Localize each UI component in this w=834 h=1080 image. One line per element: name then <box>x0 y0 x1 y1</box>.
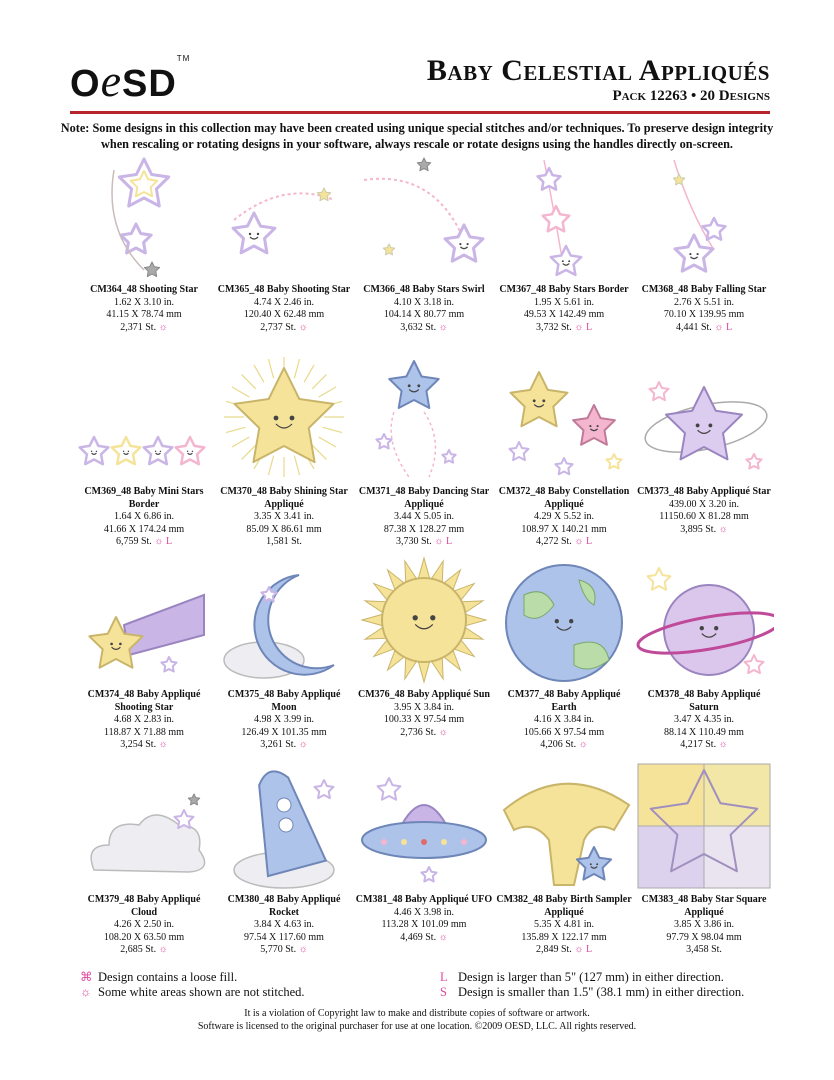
design-stitch-count <box>214 944 354 957</box>
design-item-cm364 <box>74 150 214 334</box>
design-stitch-count <box>354 932 494 945</box>
design-name: CM368_48 Baby Falling Star <box>641 284 767 295</box>
design-flags: ☼ <box>718 739 728 750</box>
design-size-mm: 97.79 X 98.04 mm <box>666 931 742 943</box>
design-size-mm: 70.10 X 139.95 mm <box>663 309 745 320</box>
ufo-icon <box>354 760 494 890</box>
design-stitch-count <box>494 739 634 752</box>
design-size-inches: 2.76 X 5.51 in. <box>674 296 734 308</box>
saturn-icon <box>634 555 774 685</box>
design-thumbnail <box>74 760 214 890</box>
design-size-mm: 135.89 X 122.17 mm <box>521 931 607 943</box>
rocket-icon <box>214 760 354 890</box>
design-name: CM366_48 Baby Stars Swirl <box>363 284 485 295</box>
design-item-cm381 <box>354 760 494 944</box>
stars-border-vertical-icon <box>494 150 634 280</box>
design-flags: ☼ L <box>154 536 173 547</box>
design-thumbnail <box>354 760 494 890</box>
legend-white-areas: ☼ Some white areas shown are not stitched. <box>80 985 305 999</box>
design-name: CM378_48 Baby Appliqué Saturn <box>647 689 761 713</box>
design-size-mm: 108.97 X 140.21 mm <box>521 523 607 535</box>
earth-icon <box>494 555 634 685</box>
legend-small: S Design is smaller than 1.5" (38.1 mm) in either direction. <box>440 985 745 999</box>
design-name: CM364_48 Shooting Star <box>90 284 198 295</box>
mini-stars-border-icon <box>74 352 214 482</box>
design-item-cm383 <box>634 760 774 957</box>
design-name: CM376_48 Baby Appliqué Sun <box>358 689 490 700</box>
design-item-cm379 <box>74 760 214 957</box>
design-size-mm: 85.09 X 86.61 mm <box>246 523 322 535</box>
design-size-inches: 439.00 X 3.20 in. <box>669 498 739 510</box>
design-size-inches: 1.62 X 3.10 in. <box>114 296 174 308</box>
applique-star-icon <box>634 352 774 482</box>
stitch-count: 3,458 St. <box>686 944 722 955</box>
design-stitch-count <box>214 322 354 335</box>
design-size-mm: 100.33 X 97.54 mm <box>383 714 465 725</box>
design-item-cm367 <box>494 150 634 334</box>
design-stitch-count <box>214 536 354 549</box>
design-size-mm: 113.28 X 101.09 mm <box>381 919 467 930</box>
shooting-star-vertical-icon <box>74 150 214 280</box>
design-size-mm: 49.53 X 142.49 mm <box>523 309 605 320</box>
design-name: CM367_48 Baby Stars Border <box>499 284 629 295</box>
design-name: CM382_48 Baby Birth Sampler Appliqué <box>496 894 632 918</box>
stitch-count: 2,736 St. <box>400 726 437 738</box>
design-item-cm374 <box>74 555 214 752</box>
design-thumbnail <box>634 760 774 890</box>
design-flags: ☼ L <box>434 536 453 547</box>
legend-large: L Design is larger than 5" (127 mm) in either direction. <box>440 970 724 984</box>
constellation-icon <box>494 352 634 482</box>
stitch-count: 3,254 St. <box>120 739 157 750</box>
design-name: CM373_48 Baby Appliqué Star <box>637 486 771 497</box>
stitch-count: 2,371 St. <box>120 321 157 333</box>
design-item-cm376 <box>354 555 494 739</box>
shining-star-icon <box>214 352 354 482</box>
design-stitch-count <box>634 524 774 537</box>
stitch-count: 5,770 St. <box>260 944 297 955</box>
dancing-star-icon <box>354 352 494 482</box>
birth-sampler-icon <box>494 760 634 890</box>
design-note: Note: Some designs in this collection may have been created using unique special stitches and/or techniques. To preserve design integrity when rescaling or rotating designs in your software, always rescale or rotate designs using the handles directly on-screen. <box>60 121 774 151</box>
design-size-mm: 118.87 X 71.88 mm <box>104 726 184 738</box>
design-name: CM371_48 Baby Dancing Star Appliqué <box>358 486 490 510</box>
design-flags: ☼ <box>158 944 168 955</box>
design-stitch-count <box>634 944 774 957</box>
design-stitch-count <box>74 536 214 549</box>
design-item-cm369 <box>74 352 214 549</box>
design-item-cm373 <box>634 352 774 536</box>
design-size-inches: 4.74 X 2.46 in. <box>254 296 314 308</box>
design-flags: ☼ L <box>574 536 593 547</box>
design-flags: ☼ <box>438 321 448 333</box>
legend-loose-fill: ⌘ Design contains a loose fill. <box>80 970 238 984</box>
stitch-count: 3,632 St. <box>400 321 437 333</box>
design-item-cm372 <box>494 352 634 549</box>
design-flags: ☼ L <box>574 321 593 333</box>
design-stitch-count <box>354 322 494 335</box>
design-flags: ☼ L <box>574 944 593 955</box>
design-flags: ☼ <box>158 739 168 750</box>
design-size-inches: 4.29 X 5.52 in. <box>534 511 594 522</box>
design-size-mm: 11150.60 X 81.28 mm <box>659 511 749 522</box>
design-thumbnail <box>354 555 494 685</box>
design-name: CM380_48 Baby Appliqué Rocket <box>227 894 341 918</box>
design-size-mm: 41.66 X 174.24 mm <box>103 523 185 535</box>
design-flags: ☼ <box>158 321 168 333</box>
design-flags: ☼ <box>438 931 448 943</box>
stitch-count: 4,217 St. <box>680 739 717 750</box>
design-thumbnail <box>494 150 634 280</box>
design-thumbnail <box>634 352 774 482</box>
page-subtitle: Pack 12263 • 20 Designs <box>612 88 770 104</box>
design-stitch-count <box>74 739 214 752</box>
design-name: CM379_48 Baby Appliqué Cloud <box>87 894 201 918</box>
design-stitch-count <box>634 322 774 335</box>
stitch-count: 3,732 St. <box>535 321 572 333</box>
design-name: CM374_48 Baby Appliqué Shooting Star <box>87 689 201 713</box>
design-thumbnail <box>354 150 494 280</box>
footer-line-1: It is a violation of Copyright law to make and distribute copies of software or artwork. <box>244 1008 590 1019</box>
design-thumbnail <box>74 352 214 482</box>
design-size-mm: 105.66 X 97.54 mm <box>523 726 605 738</box>
sun-icon <box>354 555 494 685</box>
stitch-count: 1,581 St. <box>266 536 302 547</box>
design-size-mm: 120.40 X 62.48 mm <box>243 309 325 320</box>
design-stitch-count <box>354 727 494 740</box>
moon-icon <box>214 555 354 685</box>
falling-star-icon <box>634 150 774 280</box>
design-thumbnail <box>214 150 354 280</box>
design-size-inches: 4.98 X 3.99 in. <box>254 714 314 725</box>
stitch-count: 2,849 St. <box>535 944 572 955</box>
stitch-count: 6,759 St. <box>115 536 152 547</box>
design-size-mm: 97.54 X 117.60 mm <box>244 931 324 943</box>
design-size-inches: 3.44 X 5.05 in. <box>394 511 454 522</box>
design-item-cm382 <box>494 760 634 957</box>
design-flags: ☼ <box>438 726 448 738</box>
stitch-count: 2,685 St. <box>120 944 157 955</box>
copyright-footer <box>0 1007 834 1033</box>
stitch-count: 3,895 St. <box>680 523 717 535</box>
footer-line-2: Software is licensed to the original purchaser for use at one location. ©2009 OESD, LLC. All rights reserved. <box>197 1021 637 1032</box>
design-size-inches: 4.16 X 3.84 in. <box>534 714 594 725</box>
stitch-count: 4,441 St. <box>675 321 712 333</box>
design-flags: ☼ <box>718 523 728 535</box>
design-size-mm: 41.15 X 78.74 mm <box>106 309 182 320</box>
design-size-mm: 88.14 X 110.49 mm <box>664 726 744 738</box>
design-size-inches: 5.35 X 4.81 in. <box>534 919 594 930</box>
design-size-inches: 3.85 X 3.86 in. <box>674 919 734 930</box>
design-flags: ☼ <box>578 739 588 750</box>
design-thumbnail <box>214 352 354 482</box>
design-stitch-count <box>494 536 634 549</box>
legend-right <box>440 970 744 1000</box>
design-thumbnail <box>494 352 634 482</box>
header-divider <box>70 111 770 114</box>
design-thumbnail <box>354 352 494 482</box>
design-flags: ☼ <box>298 739 308 750</box>
design-item-cm380 <box>214 760 354 957</box>
design-thumbnail <box>214 555 354 685</box>
design-flags: ☼ <box>298 321 308 333</box>
design-item-cm375 <box>214 555 354 752</box>
design-name: CM375_48 Baby Appliqué Moon <box>227 689 341 713</box>
design-thumbnail <box>494 760 634 890</box>
design-size-mm: 87.38 X 128.27 mm <box>383 523 465 535</box>
design-size-inches: 3.35 X 3.41 in. <box>254 511 314 522</box>
design-size-inches: 3.84 X 4.63 in. <box>254 919 314 930</box>
design-thumbnail <box>74 555 214 685</box>
stitch-count: 4,469 St. <box>400 931 437 943</box>
design-name: CM365_48 Baby Shooting Star <box>217 284 351 295</box>
shooting-star-icon <box>214 150 354 280</box>
design-stitch-count <box>74 322 214 335</box>
design-stitch-count <box>354 536 494 549</box>
design-size-inches: 1.95 X 5.61 in. <box>534 296 594 308</box>
design-item-cm378 <box>634 555 774 752</box>
design-item-cm370 <box>214 352 354 549</box>
design-thumbnail <box>634 150 774 280</box>
oesd-logo: OeSD™ <box>70 54 191 106</box>
design-size-mm: 108.20 X 63.50 mm <box>103 931 185 943</box>
design-size-mm: 104.14 X 80.77 mm <box>383 309 465 320</box>
design-name: CM377_48 Baby Appliqué Earth <box>507 689 621 713</box>
design-name: CM381_48 Baby Appliqué UFO <box>355 894 493 905</box>
stitch-count: 2,737 St. <box>260 321 297 333</box>
design-item-cm365 <box>214 150 354 334</box>
design-stitch-count <box>634 739 774 752</box>
page-header <box>70 50 770 110</box>
design-item-cm377 <box>494 555 634 752</box>
design-item-cm371 <box>354 352 494 549</box>
design-size-inches: 4.68 X 2.83 in. <box>114 714 174 725</box>
design-flags: ☼ <box>298 944 308 955</box>
stars-swirl-icon <box>354 150 494 280</box>
design-thumbnail <box>494 555 634 685</box>
design-thumbnail <box>74 150 214 280</box>
design-item-cm366 <box>354 150 494 334</box>
design-size-inches: 4.26 X 2.50 in. <box>114 919 174 930</box>
design-size-mm: 126.49 X 101.35 mm <box>241 726 327 738</box>
stitch-count: 4,272 St. <box>535 536 572 547</box>
design-flags: ☼ L <box>714 321 733 333</box>
design-stitch-count <box>214 739 354 752</box>
cloud-icon <box>74 760 214 890</box>
design-name: CM369_48 Baby Mini Stars Border <box>84 486 204 510</box>
design-size-inches: 3.47 X 4.35 in. <box>674 714 734 725</box>
stitch-count: 3,730 St. <box>395 536 432 547</box>
applique-shooting-star-icon <box>74 555 214 685</box>
design-size-inches: 4.46 X 3.98 in. <box>394 906 454 918</box>
design-thumbnail <box>634 555 774 685</box>
design-size-inches: 4.10 X 3.18 in. <box>394 296 454 308</box>
design-stitch-count <box>74 944 214 957</box>
design-stitch-count <box>494 944 634 957</box>
design-item-cm368 <box>634 150 774 334</box>
design-stitch-count <box>494 322 634 335</box>
design-size-inches: 3.95 X 3.84 in. <box>394 701 454 713</box>
design-size-inches: 1.64 X 6.86 in. <box>114 511 174 522</box>
legend-left <box>80 970 305 1000</box>
design-thumbnail <box>214 760 354 890</box>
design-name: CM383_48 Baby Star Square Appliqué <box>641 894 767 918</box>
stitch-count: 3,261 St. <box>260 739 297 750</box>
design-name: CM372_48 Baby Constellation Appliqué <box>498 486 630 510</box>
stitch-count: 4,206 St. <box>540 739 577 750</box>
design-name: CM370_48 Baby Shining Star Appliqué <box>220 486 348 510</box>
star-square-icon <box>634 760 774 890</box>
page-title: Baby Celestial Appliqués <box>426 54 770 87</box>
